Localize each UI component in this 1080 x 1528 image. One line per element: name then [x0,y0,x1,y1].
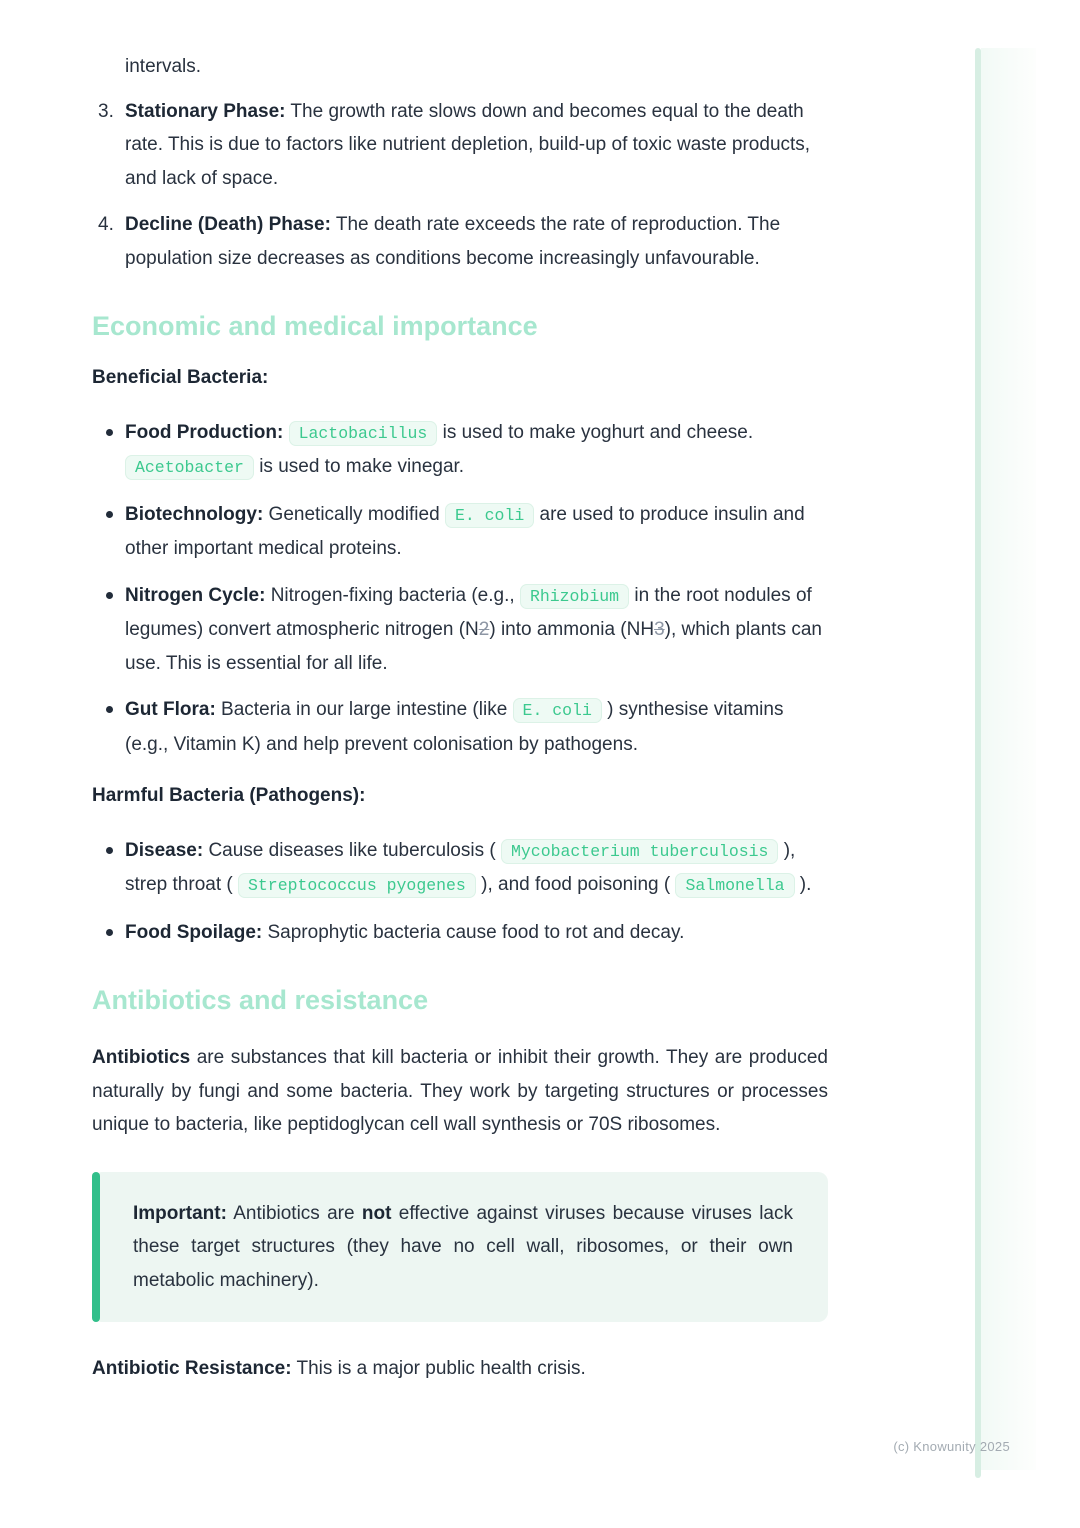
code-badge: Streptococcus pyogenes [238,873,476,898]
bold-text: Food Production: [125,421,284,443]
harmful-bacteria-list [92,834,828,950]
item-text: Food Production: Lactobacillus is used to make yoghurt and cheese. Acetobacter is used to make vinegar. [125,416,828,485]
antibiotic-resistance-line: Antibiotic Resistance: This is a major public health crisis. [92,1358,586,1379]
code-badge: E. coli [513,698,602,723]
important-callout [92,1172,828,1323]
bullet-item [92,693,828,761]
callout-text: Important: Antibiotics are not effective against viruses because viruses lack these target structures (they have no cell wall, ribosomes, or their own metabolic machinery). [133,1202,793,1291]
code-badge: Mycobacterium tuberculosis [501,839,778,864]
beneficial-bacteria-list [92,416,828,762]
page-content [92,50,828,1386]
bullet-item [92,498,828,566]
bold-text: Important: [133,1202,227,1224]
page-edge-line [975,48,981,1478]
bold-text: Nitrogen Cycle: [125,584,266,606]
item-text: Stationary Phase: The growth rate slows down and becomes equal to the death rate. This is due to factors like nutrient depletion, build-up of toxic waste products, and lack of space. [125,100,811,189]
item-marker: 3. [98,100,114,122]
subheading-beneficial-bacteria: Beneficial Bacteria: [92,367,269,388]
bullet-item [92,579,828,681]
code-badge: Salmonella [675,873,794,898]
item-text: Food Spoilage: Saprophytic bacteria cause food to rot and decay. [125,921,685,943]
bullet-icon [106,592,113,599]
bold-text: Antibiotic Resistance: [92,1358,292,1379]
callout-accent-bar [92,1172,100,1323]
bold-text: Decline (Death) Phase: [125,214,331,235]
bullet-icon [106,511,113,518]
code-badge: Lactobacillus [289,421,438,446]
bullet-icon [106,929,113,936]
struck-subscript: 2 [478,619,490,640]
bullet-item [92,916,828,950]
bold-text: Antibiotics [92,1047,191,1068]
bold-text: Disease: [125,839,204,861]
bold-text: not [361,1202,392,1224]
numbered-item [92,95,828,196]
item-text: Disease: Cause diseases like tuberculosis ( Mycobacterium tuberculosis ), strep throat ( Streptococcus pyogenes ), and food poisoning ( Salmonella ). [125,834,828,903]
struck-subscript: 3 [654,619,665,640]
heading-economic-medical-importance: Economic and medical importance [92,311,538,341]
bullet-icon [106,429,113,436]
watermark: (c) Knowunity 2025 [893,1439,1010,1454]
heading-antibiotics-resistance: Antibiotics and resistance [92,985,429,1015]
subheading-harmful-bacteria: Harmful Bacteria (Pathogens): [92,785,366,806]
antibiotics-paragraph: Antibiotics are substances that kill bacteria or inhibit their growth. They are produced naturally by fungi and some bacteria. They work by targeting structures or processes unique to bacteria, like peptidoglycan cell wall synthesis or 70S ribosomes. [92,1047,828,1135]
bullet-icon [106,706,113,713]
numbered-item [92,208,828,275]
code-badge: Acetobacter [125,455,254,480]
code-badge: Rhizobium [520,584,629,609]
item-text: Nitrogen Cycle: Nitrogen-fixing bacteria (e.g., Rhizobium in the root nodules of legumes) convert atmospheric nitrogen (N2) into ammonia (NH3), which plants can use. This is essential for all life. [125,584,822,674]
list-continuation-text: intervals. [125,56,202,77]
bold-text: Gut Flora: [125,699,216,720]
item-text: Gut Flora: Bacteria in our large intestine (like E. coli ) synthesise vitamins (e.g., Vitamin K) and help prevent colonisation by pathogens. [125,699,784,755]
page-edge-panel [981,48,1036,1470]
item-text: Biotechnology: Genetically modified E. coli are used to produce insulin and other important medical proteins. [125,503,805,559]
bold-text: Food Spoilage: [125,921,263,943]
bold-text: Biotechnology: [125,503,264,525]
item-marker: 4. [98,214,114,235]
item-text: Decline (Death) Phase: The death rate exceeds the rate of reproduction. The population size decreases as conditions become increasingly unfavourable. [125,214,781,269]
bold-text: Stationary Phase: [125,100,286,122]
bullet-icon [106,847,113,854]
bullet-item [92,834,828,903]
bullet-item [92,416,828,485]
growth-phases-numbered-list [92,95,828,276]
code-badge: E. coli [445,503,534,528]
